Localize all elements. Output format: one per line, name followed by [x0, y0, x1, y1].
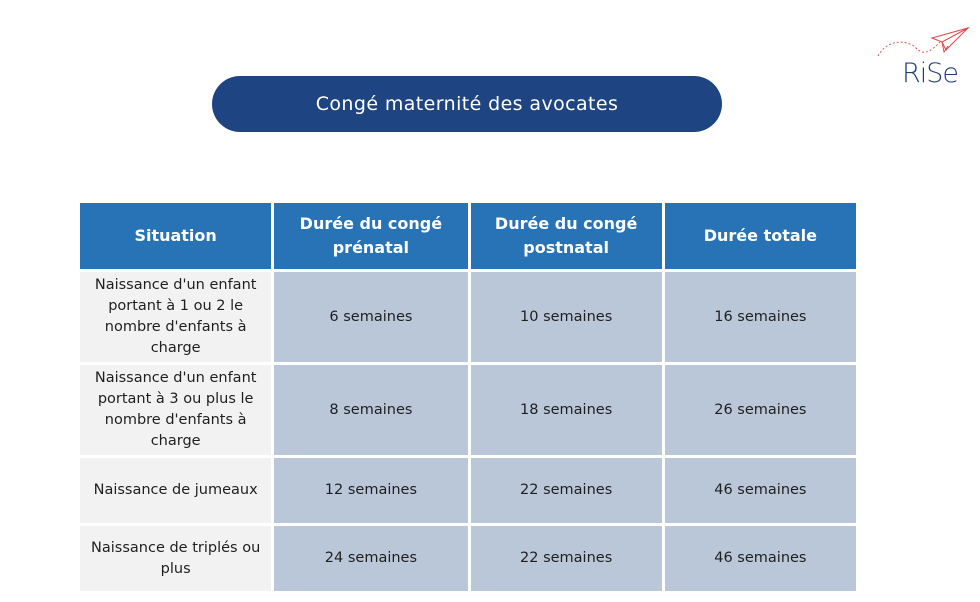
- prenatal-cell: 24 semaines: [274, 526, 467, 591]
- prenatal-cell: 12 semaines: [274, 458, 467, 523]
- postnatal-cell: 22 semaines: [471, 458, 662, 523]
- postnatal-cell: 18 semaines: [471, 365, 662, 455]
- table-row: [80, 526, 856, 591]
- total-cell: 46 semaines: [665, 458, 856, 523]
- prenatal-cell: 6 semaines: [274, 272, 467, 362]
- prenatal-cell: 8 semaines: [274, 365, 467, 455]
- page-title: Congé maternité des avocates: [212, 76, 722, 132]
- total-cell: 26 semaines: [665, 365, 856, 455]
- rise-logo: [868, 18, 972, 90]
- header-situation: Situation: [80, 203, 271, 269]
- situation-cell: Naissance de jumeaux: [80, 458, 271, 523]
- logo-text: RiSe: [902, 58, 959, 89]
- table-row: [80, 365, 856, 455]
- table-row: [80, 272, 856, 362]
- total-cell: 46 semaines: [665, 526, 856, 591]
- maternity-leave-table: [80, 203, 856, 591]
- situation-cell: Naissance de triplés ou plus: [80, 526, 271, 591]
- header-postnatal: Durée du congé postnatal: [471, 203, 662, 269]
- header-total: Durée totale: [665, 203, 856, 269]
- situation-cell: Naissance d'un enfant portant à 3 ou plus le nombre d'enfants à charge: [80, 365, 271, 455]
- table-header-row: [80, 203, 856, 269]
- postnatal-cell: 22 semaines: [471, 526, 662, 591]
- header-prenatal: Durée du congé prénatal: [274, 203, 467, 269]
- situation-cell: Naissance d'un enfant portant à 1 ou 2 le nombre d'enfants à charge: [80, 272, 271, 362]
- postnatal-cell: 10 semaines: [471, 272, 662, 362]
- total-cell: 16 semaines: [665, 272, 856, 362]
- table-row: [80, 458, 856, 523]
